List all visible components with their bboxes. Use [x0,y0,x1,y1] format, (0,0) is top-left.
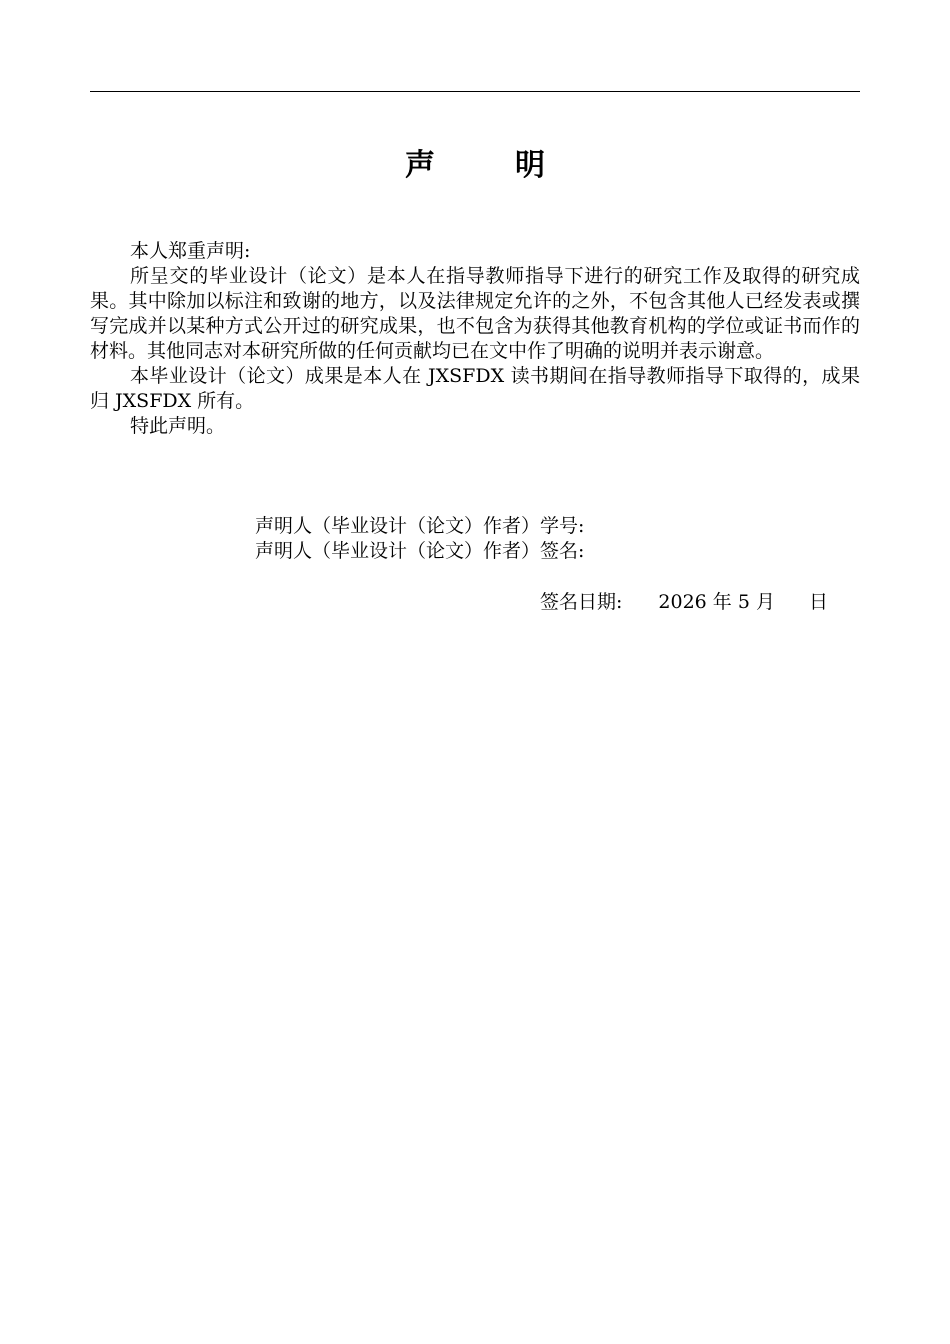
paragraph-ownership: 本毕业设计（论文）成果是本人在 JXSFDX 读书期间在指导教师指导下取得的，成果归 JXSFDX 所有。 [90,365,860,412]
page-title [0,140,950,184]
signature-field [255,539,584,564]
declaration-body [90,239,860,439]
header-rule [90,91,860,92]
closing-line: 特此声明。 [130,415,226,437]
date-year-month: 2026 年 5 月 [658,591,775,613]
title-char-2: 明 [515,148,545,183]
student-id-field [255,514,584,539]
date-label: 签名日期: [540,591,623,613]
intro-line: 本人郑重声明: [130,240,251,262]
date-day: 日 [808,591,828,613]
student-id-label: 声明人（毕业设计（论文）作者）学号: [255,515,585,537]
title-char-1: 声 [405,148,435,183]
signature-label: 声明人（毕业设计（论文）作者）签名: [255,540,585,562]
signature-date [540,590,828,615]
paragraph-originality: 所呈交的毕业设计（论文）是本人在指导教师指导下进行的研究工作及取得的研究成果。其中除加以标注和致谢的地方，以及法律规定允许的之外，不包含其他人已经发表或撰写完成并以某种方式公开过的研究成果，也不包含为获得其他教育机构的学位或证书而作的材料。其他同志对本研究所做的任何贡献均已在文中作了明确的说明并表示谢意。 [90,265,860,362]
